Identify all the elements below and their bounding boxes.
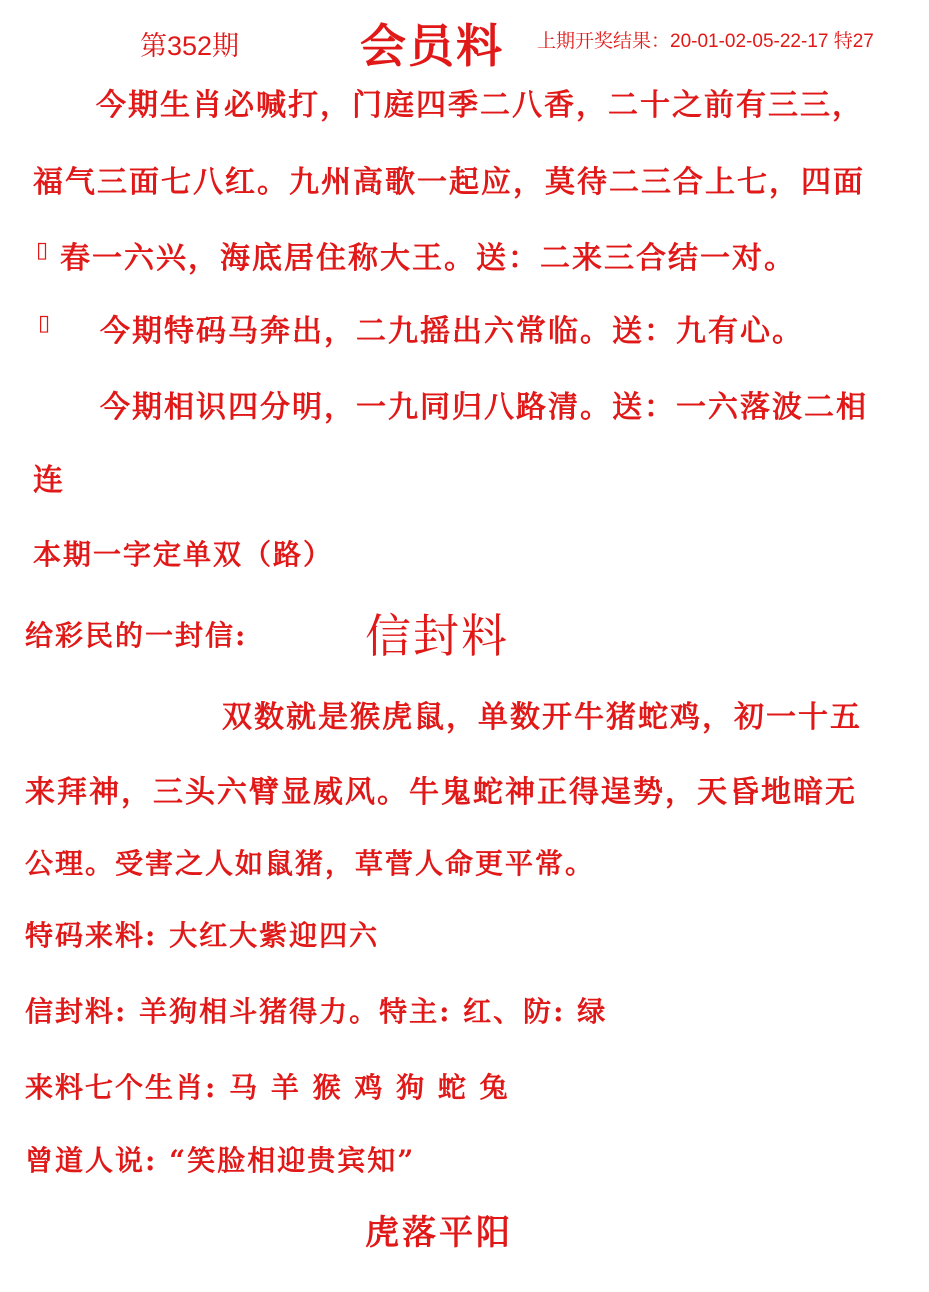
footer-phrase: 虎落平阳	[365, 1213, 513, 1253]
letter-line-1: 双数就是猴虎鼠，单数开牛猪蛇鸡，初一十五	[222, 700, 862, 735]
envelope-material: 信封料: 羊狗相斗猪得力。特主: 红、防: 绿	[25, 995, 608, 1028]
seven-zodiacs: 来料七个生肖: 马 羊 猴 鸡 狗 蛇 兔	[25, 1071, 510, 1104]
letter-label: 给彩民的一封信:	[25, 619, 248, 652]
poem-line-1: 今期生肖必喊打，门庭四季二八香，二十之前有三三，	[96, 88, 864, 123]
poem-line-2: 福气三面七八红。九州高歌一起应，莫待二三合上七，四面	[33, 165, 865, 200]
last-draw-result: 上期开奖结果：20-01-02-05-22-17 特27	[537, 31, 874, 52]
poem-line-4: 今期特码马奔出，二九摇出六常临。送：九有心。	[100, 314, 804, 349]
poem-line-5: 今期相识四分明，一九同归八路清。送：一六落波二相	[100, 390, 868, 425]
poem-line-3: 春一六兴，海底居住称大王。送：二来三合结一对。	[60, 241, 796, 276]
issue-number: 第352期	[140, 31, 240, 61]
letter-line-3: 公理。受害之人如鼠猪，草菅人命更平常。	[25, 847, 596, 880]
poem-line-7: 本期一字定单双（路）	[33, 538, 334, 571]
letter-line-2: 来拜神，三头六臂显威风。牛鬼蛇神正得逞势，天昏地暗无	[25, 775, 857, 810]
envelope-title: 信封料	[365, 609, 509, 663]
scan-mark: ▯	[38, 311, 51, 336]
page-title: 会员料	[360, 19, 504, 73]
scan-mark: ▯	[36, 238, 49, 263]
taoist-saying: 曾道人说: “笑脸相迎贵宾知”	[25, 1144, 416, 1177]
poem-line-6: 连	[33, 463, 65, 498]
special-source: 特码来料: 大红大紫迎四六	[25, 919, 380, 952]
